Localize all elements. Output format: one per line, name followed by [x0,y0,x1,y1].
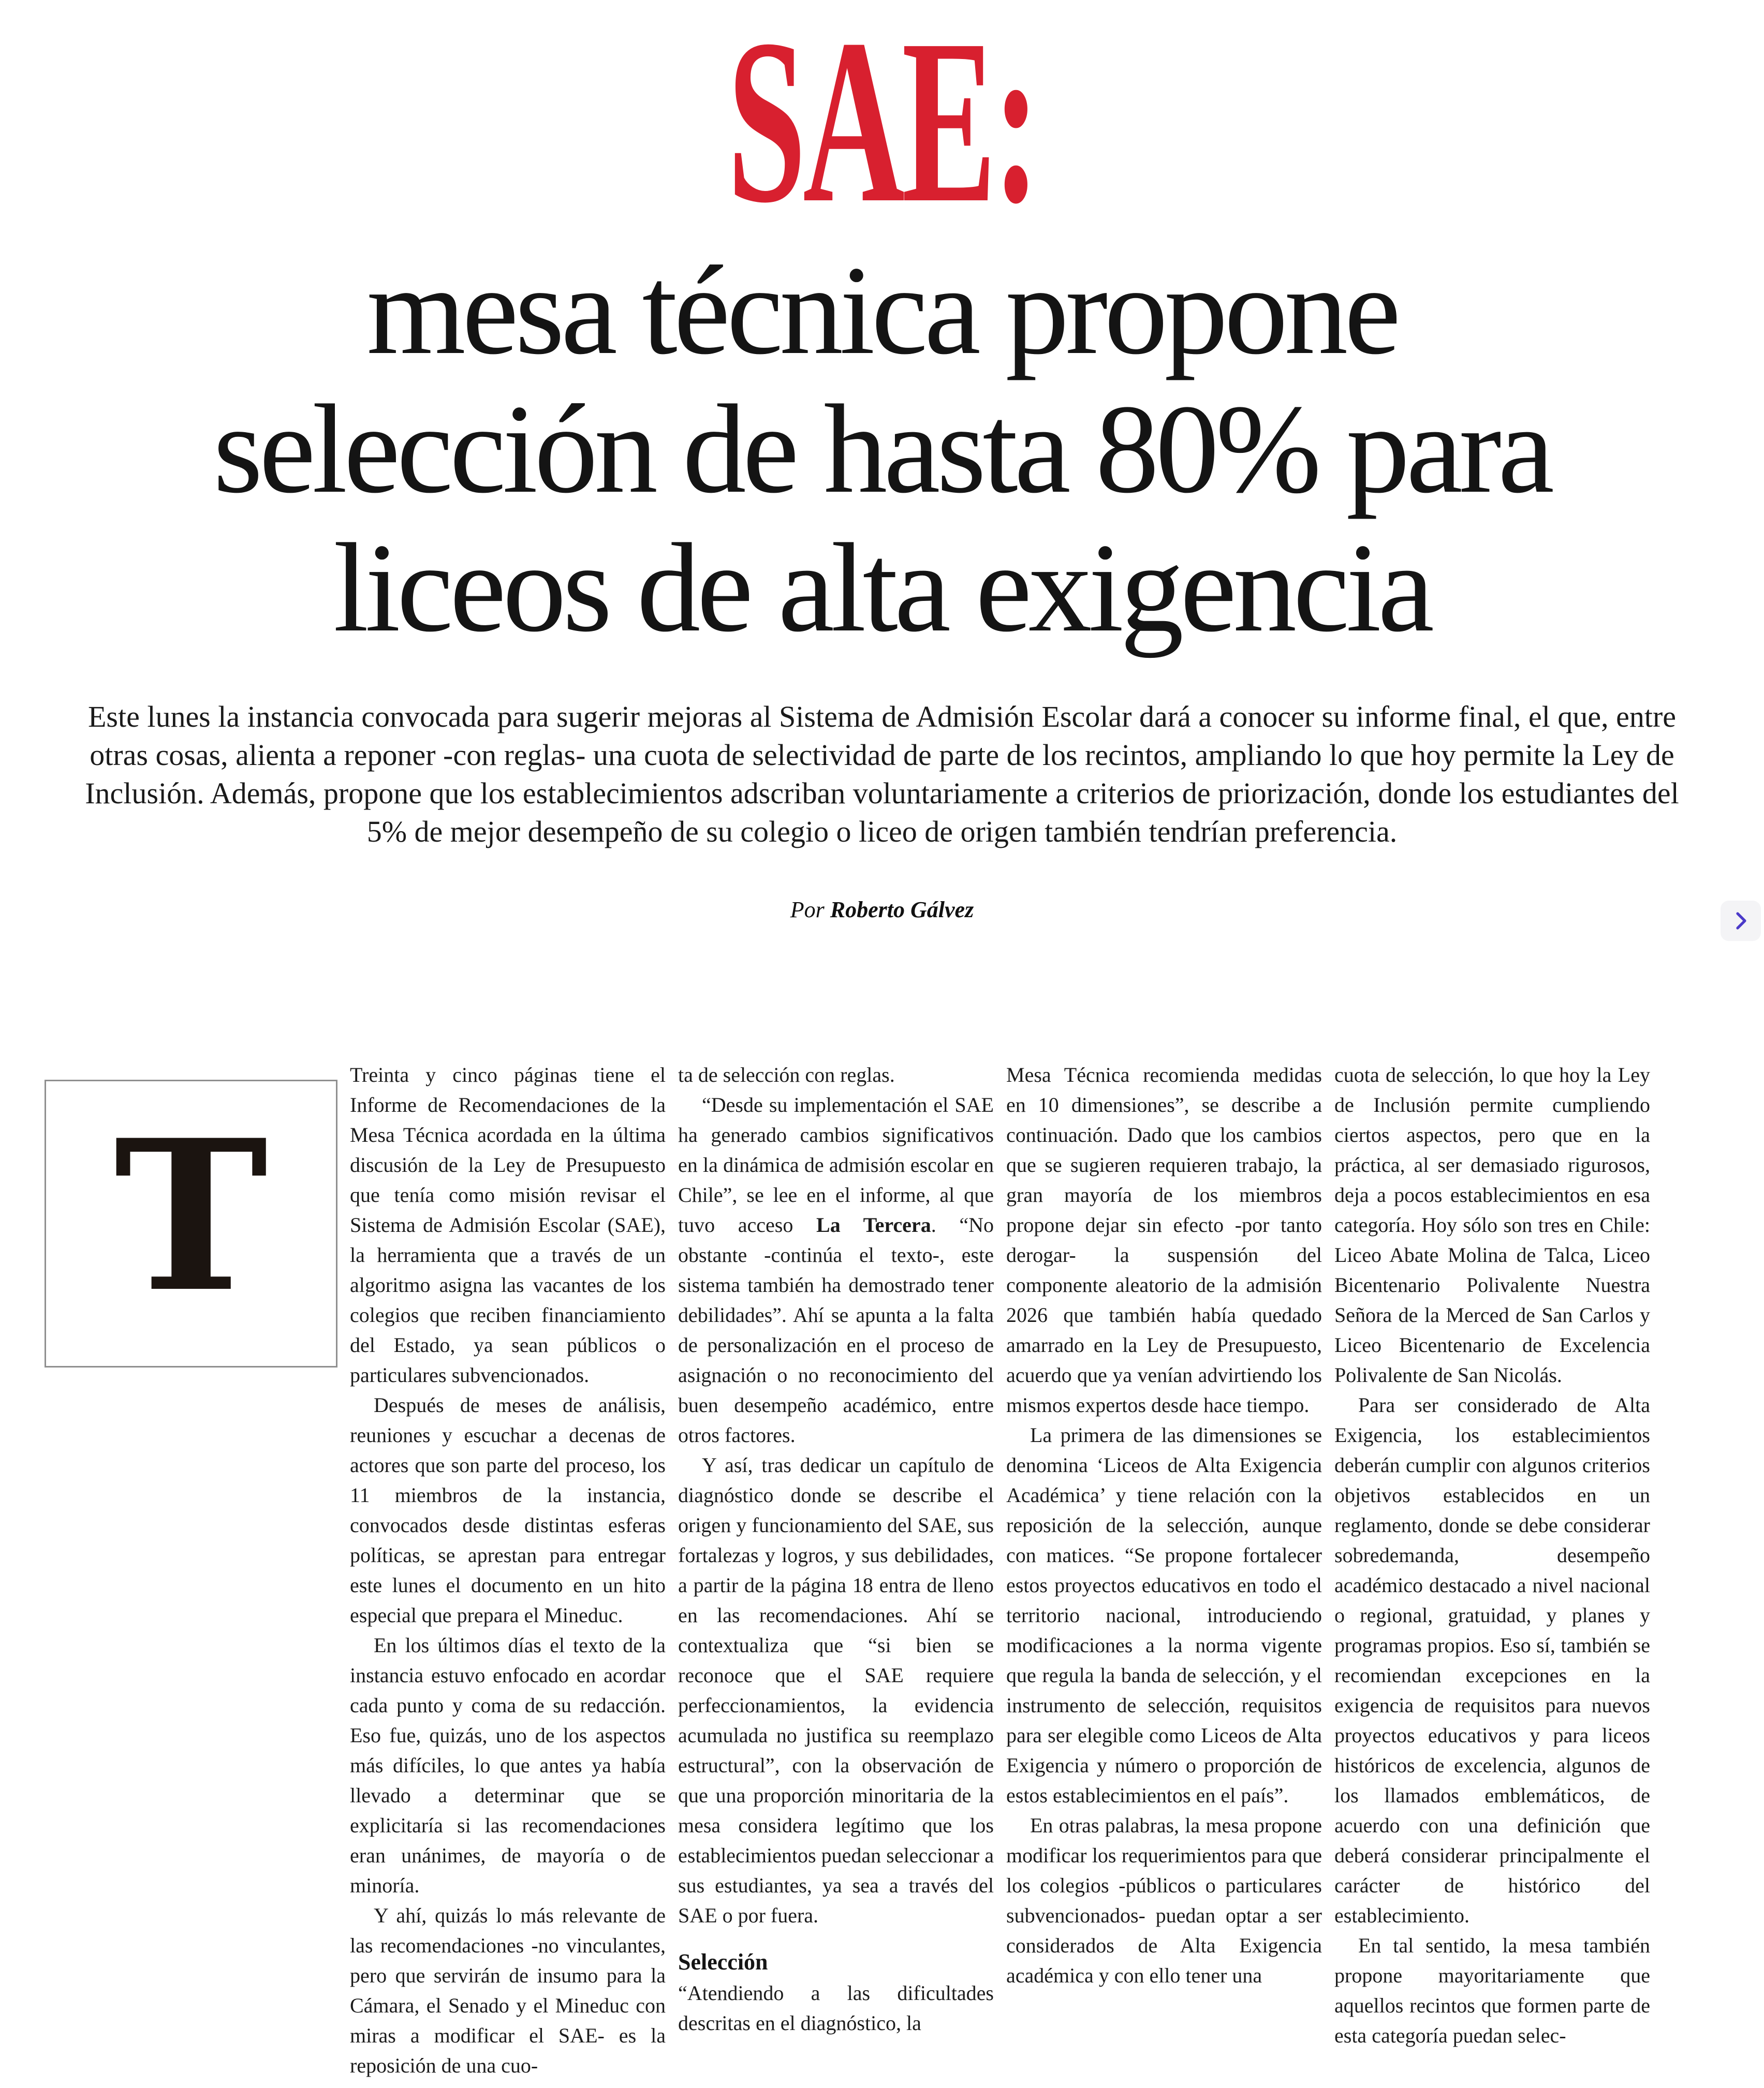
paragraph: Y ahí, quizás lo más relevante de las recomendaciones -no vinculantes, pero que servirán de insumo para la Cámara, el Senado y el Mineduc con miras a modificar el SAE- es la reposición de una cuo- [350,1904,666,2077]
article-kicker: SAE: [727,0,1037,252]
quote-text: . “No obstante -continúa el texto-, este sistema también ha demostrado tener debilidades”. Ahí se apunta a la falta de personalización en el proceso de asignación o no reconocimiento del buen desempeño académico, entre otros factores. [678,1213,994,1447]
headline-line-1: mesa técnica propone [366,240,1398,381]
paragraph: Mesa Técnica recomienda medidas en 10 dimensiones”, se describe a continuación. Dado que los cambios que se sugieren requieren trabajo, la gran mayoría de los miembros propone dejar sin efecto -por tanto derogar- la suspensión del componente aleatorio de la admisión 2026 que también había quedado amarrado en la Ley de Presupuesto, acuerdo que ya venían advirtiendo los mismos expertos desde hace tiempo. [1006,1063,1322,1417]
headline-line-2: selección de hasta 80% para [213,379,1551,520]
article-column-2 [678,1060,994,2081]
paragraph: Y así, tras dedicar un capítulo de diagnóstico donde se describe el origen y funcionamiento del SAE, sus fortalezas y logros, y sus debilidades, a partir de la página 18 entra de lleno en las recomendaciones. Ahí se contextualiza que “si bien se reconoce que el SAE requiere perfeccionamientos, la evidencia acumulada no justifica su reemplazo estructural”, con la observación de que una proporción minoritaria de la mesa considera legítimo que los establecimientos puedan seleccionar a sus estudiantes, ya sea a través del SAE o por fuera. [678,1453,994,1927]
paragraph: En los últimos días el texto de la instancia estuvo enfocado en acordar cada punto y coma de su redacción. Eso fue, quizás, uno de los aspectos más difíciles, lo que antes ya había llevado a determinar que se explicitaría si las recomendaciones eran unánimes, de mayoría o de minoría. [350,1634,666,1897]
article-column-4 [1334,1060,1650,2081]
dropcap-box [45,1080,337,1368]
byline-prefix: Por [790,897,825,922]
article-column-3 [1006,1060,1322,2081]
dropcap-column [45,1060,337,2081]
article-lede: Este lunes la instancia convocada para sugerir mejoras al Sistema de Admisión Escolar dará a conocer su informe final, el que, entre otras cosas, alienta a reponer -con reglas- una cuota de selectividad de parte de los recintos, ampliando lo que hoy permite la Ley de Inclusión. Además, propone que los establecimientos adscriban voluntariamente a criterios de priorización, donde los estudiantes del 5% de mejor desempeño de su colegio o liceo de origen también tendrían preferencia. [85,700,1679,848]
paragraph: Para ser considerado de Alta Exigencia, los establecimientos deberán cumplir con algunos criterios objetivos establecidos en un reglamento, donde se debe considerar sobredemanda, desempeño académico destacado a nivel nacional o regional, gratuidad, y planes y programas propios. Eso sí, también se recomiendan excepciones en la exigencia de requisitos para nuevos proyectos educativos y para liceos históricos de excelencia, algunos de los llamados emblemáticos, de acuerdo con una definición que deberá considerar principalmente el carácter de histórico del establecimiento. [1334,1393,1650,1927]
paragraph: En otras palabras, la mesa propone modificar los requerimientos para que los colegios -públicos o particulares subvencionados- puedan optar a ser considerados de Alta Exigencia académica y con ello tener una [1006,1814,1322,1987]
article-headline [0,241,1764,657]
paragraph: Después de meses de análisis, reuniones y escuchar a decenas de actores que son parte del proceso, los 11 miembros de la instancia, convocados desde distintas esferas políticas, se aprestan para entregar este lunes el documento en un hito especial que prepara el Mineduc. [350,1393,666,1627]
article-column-1 [350,1060,666,2081]
paragraph: En tal sentido, la mesa también propone mayoritariamente que aquellos recintos que formen parte de esta categoría puedan selec- [1334,1934,1650,2047]
brand-la-tercera: La Tercera [816,1213,931,1237]
paragraph [678,1090,994,1450]
paragraph: “Atendiendo a las dificultades descritas en el diagnóstico, la [678,1981,994,2035]
subhead-seleccion: Selección [678,1949,768,1975]
article-body [45,1060,1650,2081]
next-page-button[interactable] [1721,901,1761,941]
dropcap-letter: T [114,1095,268,1338]
chevron-right-icon [1728,908,1753,933]
article-header [0,0,1764,923]
paragraph: La primera de las dimensiones se denomina ‘Liceos de Alta Exigencia Académica’ y tiene relación con la reposición de la selección, aunque con matices. “Se propone fortalecer estos proyectos educativos en todo el territorio nacional, introduciendo modificaciones a la norma vigente que regula la banda de selección, y el instrumento de selección, requisitos para ser elegible como Liceos de Alta Exigencia y número o proporción de estos establecimientos en el país”. [1006,1423,1322,1807]
byline-author: Roberto Gálvez [830,897,974,922]
headline-line-3: liceos de alta exigencia [333,518,1431,658]
paragraph: Treinta y cinco páginas tiene el Informe de Recomendaciones de la Mesa Técnica acordada en la última discusión de la Ley de Presupuesto que tenía como misión revisar el Sistema de Admisión Escolar (SAE), la herramienta que a través de un algoritmo asigna las vacantes de los colegios que reciben financiamiento del Estado, ya sean públicos o particulares subvencionados. [350,1063,666,1387]
paragraph: cuota de selección, lo que hoy la Ley de Inclusión permite cumpliendo ciertos aspectos, pero que en la práctica, al ser demasiado rigurosos, deja a pocos establecimientos en esa categoría. Hoy sólo son tres en Chile: Liceo Abate Molina de Talca, Liceo Bicentenario Polivalente Nuestra Señora de la Merced de San Carlos y Liceo Bicentenario de Excelencia Polivalente de San Nicolás. [1334,1063,1650,1387]
quote-text: “Desde su implementación el SAE ha generado cambios significativos en la dinámica de admisión escolar en Chile”, se lee en el informe, al que tuvo acceso [678,1093,994,1237]
byline [0,896,1764,923]
paragraph: ta de selección con reglas. [678,1063,895,1086]
